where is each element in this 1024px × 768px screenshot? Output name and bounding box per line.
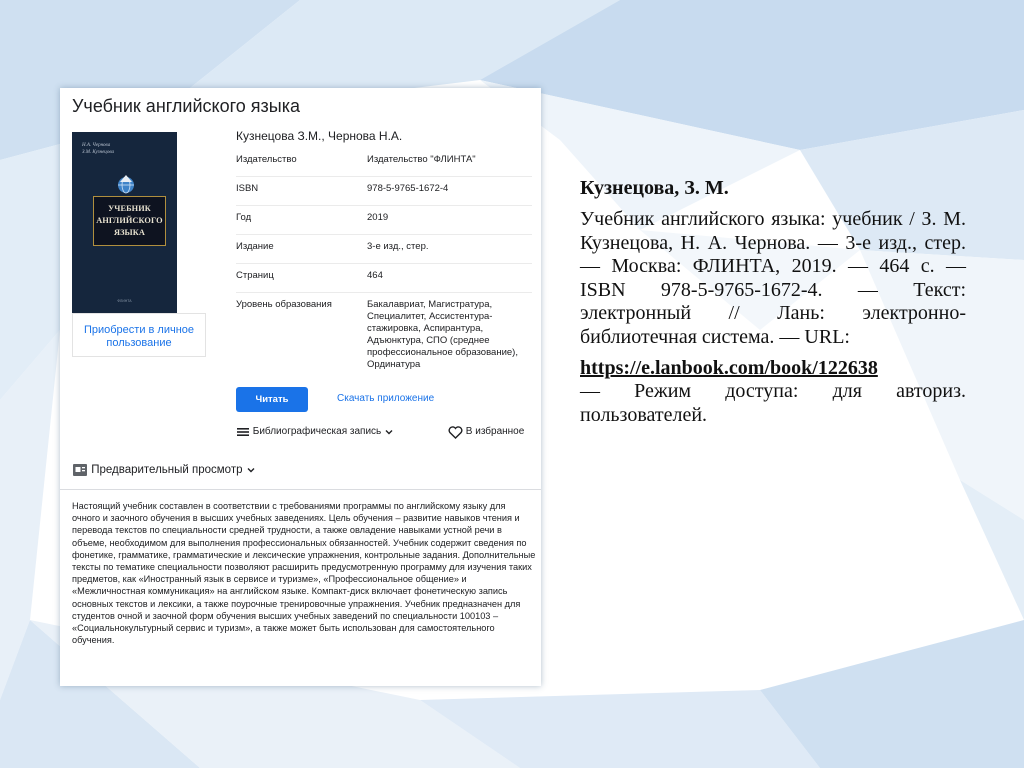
heart-icon (448, 426, 463, 439)
citation-access-note: — Режим доступа: для авториз. пользователей. (580, 380, 966, 426)
meta-key: Уровень образования (236, 299, 332, 310)
meta-key: Страниц (236, 270, 274, 281)
cover-title-line: АНГЛИЙСКОГО (96, 216, 163, 225)
book-page-title: Учебник английского языка (72, 96, 301, 116)
list-icon (236, 426, 250, 438)
cover-title-line: ЯЗЫКА (113, 228, 146, 237)
meta-row-isbn (236, 176, 532, 206)
book-cover[interactable] (72, 132, 177, 313)
cover-title-line: УЧЕБНИК (108, 204, 151, 213)
meta-key: Издательство (236, 154, 297, 165)
meta-value: Бакалавриат, Магистратура, Специалитет, Ассистентура-стажировка, Аспирантура, Адъюнктура, СПО (среднее профессиональное образование), Ординатура (367, 299, 518, 370)
citation-body: Учебник английского языка: учебник / З. М. Кузнецова, Н. А. Чернова. — 3-е изд., стер. — Москва: ФЛИНТА, 2019. — 464 с. — ISBN 978-5-9765-1672-4. — Текст: электронный // Лань: электронно-библиотечная система. — URL: (580, 208, 966, 348)
read-button[interactable]: Читать (236, 387, 308, 412)
cover-author-1: Н.А. Чернова (82, 143, 111, 148)
section-divider (60, 489, 541, 490)
meta-value: Издательство "ФЛИНТА" (367, 154, 476, 165)
bibliographic-record-label: Библиографическая запись (252, 426, 382, 437)
citation-url-link[interactable]: https://e.lanbook.com/book/122638 (580, 357, 878, 379)
meta-row-pages (236, 263, 532, 293)
download-app-link[interactable]: Скачать приложение (337, 393, 435, 404)
meta-row-year (236, 205, 532, 235)
cover-publisher: ФЛИНТА (117, 299, 132, 303)
meta-key: ISBN (236, 183, 259, 194)
chevron-down-icon (384, 427, 394, 437)
citation-author: Кузнецова, З. М. (580, 177, 729, 199)
bibliographic-record-toggle[interactable] (236, 425, 394, 441)
buy-personal-link[interactable]: Приобрести в личное пользование (72, 313, 206, 357)
meta-key: Издание (236, 241, 274, 252)
meta-value: 2019 (367, 212, 389, 223)
meta-row-education-level (236, 292, 532, 380)
preview-label: Предварительный просмотр (91, 464, 243, 476)
book-icon (72, 463, 88, 477)
cover-authors (82, 142, 114, 156)
book-card (60, 88, 541, 686)
globe-icon (116, 175, 136, 195)
cover-author-2: З.М. Кузнецова (82, 150, 114, 155)
meta-key: Год (236, 212, 252, 223)
meta-row-publisher (236, 147, 532, 177)
book-authors: Кузнецова З.М., Чернова Н.А. (236, 129, 403, 143)
preview-toggle[interactable] (72, 463, 256, 477)
meta-row-edition (236, 234, 532, 264)
add-to-favorites-button[interactable] (448, 425, 524, 441)
citation-block (580, 177, 966, 427)
cover-title-plaque (93, 196, 166, 246)
meta-value: 464 (367, 270, 383, 281)
chevron-down-icon (246, 465, 256, 475)
book-description: Настоящий учебник составлен в соответствии с требованиями программы по английскому языку для очного и заочного обучения в высших учебных заведениях. Цель обучения – развитие навыков чтения и перевода текстов по специальности средней трудности, а также овладение навыками устной речи в объеме, необходимом для выполнения профессиональных обязанностей. Учебник содержит сведения по фонетике, грамматике, грамматические и лексические упражнения, контрольные задания. Дополнительные тексты по тематике специальности позволяют расширить предусмотренную программу для изучения таких предметов, как «Иностранный язык в сервисе и туризме», «Профессиональное общение» и «Межличностная коммуникация» на английском языке. Компакт-диск включает фонетическую запись основных текстов и лексики, а также поурочные тренировочные упражнения. Учебник предназначен для студентов очной и заочной форм обучения высших учебных заведений по специальности 100103 – «Социальнокультурный сервис и туризм», а также может быть использован для самостоятельного обучения. (72, 501, 536, 646)
favorites-label: В избранное (465, 426, 525, 437)
meta-value: 978-5-9765-1672-4 (367, 183, 449, 194)
meta-value: 3-е изд., стер. (367, 241, 429, 252)
